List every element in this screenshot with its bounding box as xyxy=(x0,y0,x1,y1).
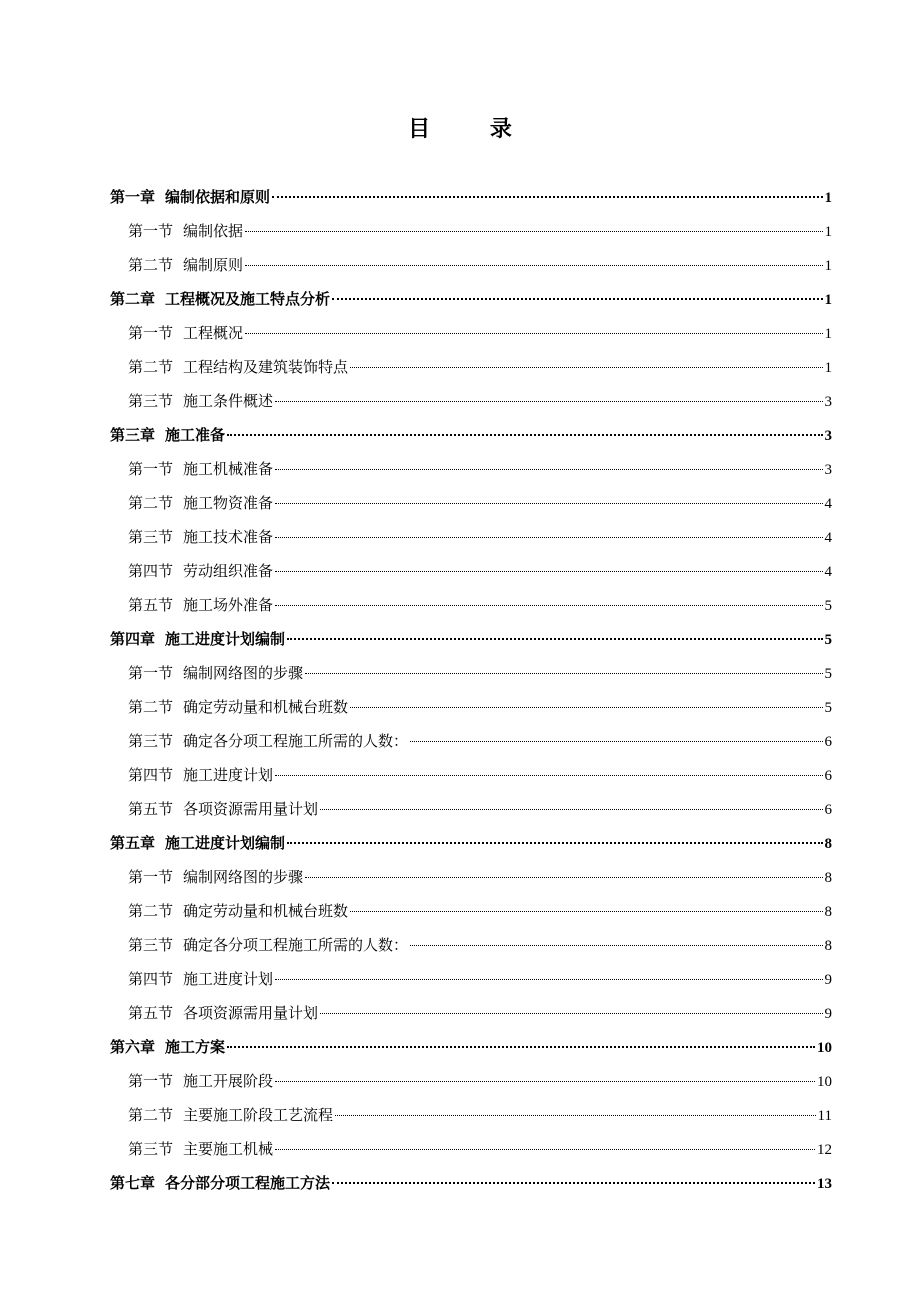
dot-leader xyxy=(350,706,822,708)
toc-section-entry[interactable] xyxy=(110,792,832,826)
dot-leader xyxy=(287,637,822,640)
toc-entry-label xyxy=(128,758,273,792)
toc-list xyxy=(110,180,832,1200)
toc-entry-number: 第三节 xyxy=(128,528,174,546)
toc-entry-label xyxy=(128,1064,273,1098)
toc-entry-page-number: 6 xyxy=(824,768,832,784)
toc-entry-page-number: 10 xyxy=(817,1074,832,1090)
toc-section-entry[interactable] xyxy=(110,384,832,418)
toc-entry-text: 编制网络图的步骤 xyxy=(183,868,304,886)
toc-entry-number: 第二章 xyxy=(110,290,156,308)
dot-leader xyxy=(350,910,822,912)
toc-entry-label xyxy=(128,520,273,554)
toc-entry-number: 第一节 xyxy=(128,664,174,682)
dot-leader xyxy=(245,264,822,266)
toc-section-entry[interactable] xyxy=(110,996,832,1030)
toc-entry-page-number: 1 xyxy=(824,258,832,274)
toc-entry-text: 施工进度计划编制 xyxy=(165,630,286,648)
toc-entry-page-number: 10 xyxy=(817,1040,832,1056)
toc-entry-text: 各分部分项工程施工方法 xyxy=(165,1174,331,1192)
toc-entry-label xyxy=(110,180,270,214)
dot-leader xyxy=(275,570,822,572)
toc-entry-page-number: 1 xyxy=(824,292,832,308)
toc-entry-label xyxy=(128,996,318,1030)
toc-entry-text: 各项资源需用量计划 xyxy=(183,800,319,818)
toc-entry-label xyxy=(128,1098,333,1132)
toc-entry-text: 施工技术准备 xyxy=(183,528,274,546)
toc-section-entry[interactable] xyxy=(110,350,832,384)
toc-entry-page-number: 1 xyxy=(824,190,832,206)
toc-entry-page-number: 9 xyxy=(824,972,832,988)
toc-entry-label xyxy=(110,282,330,316)
dot-leader xyxy=(275,502,822,504)
toc-entry-text: 确定劳动量和机械台班数 xyxy=(183,698,349,716)
toc-entry-number: 第一章 xyxy=(110,188,156,206)
toc-section-entry[interactable] xyxy=(110,1064,832,1098)
toc-entry-label xyxy=(110,622,285,656)
toc-entry-text: 主要施工机械 xyxy=(183,1140,274,1158)
toc-entry-label xyxy=(128,452,273,486)
dot-leader xyxy=(410,944,822,946)
toc-section-entry[interactable] xyxy=(110,486,832,520)
toc-entry-text: 编制网络图的步骤 xyxy=(183,664,304,682)
toc-entry-label xyxy=(128,384,273,418)
toc-section-entry[interactable] xyxy=(110,554,832,588)
dot-leader xyxy=(335,1114,816,1116)
toc-entry-label xyxy=(128,316,243,350)
toc-entry-page-number: 3 xyxy=(824,462,832,478)
toc-entry-number: 第三节 xyxy=(128,1140,174,1158)
toc-entry-page-number: 3 xyxy=(824,394,832,410)
toc-section-entry[interactable] xyxy=(110,656,832,690)
toc-entry-number: 第三节 xyxy=(128,732,174,750)
dot-leader xyxy=(275,978,822,980)
toc-section-entry[interactable] xyxy=(110,316,832,350)
toc-section-entry[interactable] xyxy=(110,928,832,962)
toc-entry-page-number: 4 xyxy=(824,496,832,512)
toc-entry-page-number: 8 xyxy=(824,904,832,920)
toc-section-entry[interactable] xyxy=(110,962,832,996)
toc-entry-number: 第五章 xyxy=(110,834,156,852)
toc-entry-text: 施工物资准备 xyxy=(183,494,274,512)
toc-section-entry[interactable] xyxy=(110,894,832,928)
dot-leader xyxy=(305,876,822,878)
toc-entry-number: 第四章 xyxy=(110,630,156,648)
toc-chapter-entry[interactable] xyxy=(110,622,832,656)
toc-section-entry[interactable] xyxy=(110,214,832,248)
toc-entry-page-number: 13 xyxy=(817,1176,832,1192)
toc-entry-text: 工程概况及施工特点分析 xyxy=(165,290,331,308)
toc-entry-number: 第一节 xyxy=(128,222,174,240)
dot-leader xyxy=(332,297,822,300)
toc-entry-text: 确定劳动量和机械台班数 xyxy=(183,902,349,920)
toc-section-entry[interactable] xyxy=(110,248,832,282)
toc-entry-text: 施工方案 xyxy=(165,1038,226,1056)
toc-entry-text: 工程结构及建筑装饰特点 xyxy=(183,358,349,376)
toc-entry-number: 第三节 xyxy=(128,392,174,410)
toc-entry-text: 劳动组织准备 xyxy=(183,562,274,580)
toc-chapter-entry[interactable] xyxy=(110,418,832,452)
dot-leader xyxy=(305,672,822,674)
toc-entry-page-number: 9 xyxy=(824,1006,832,1022)
toc-entry-number: 第七章 xyxy=(110,1174,156,1192)
toc-entry-text: 编制依据 xyxy=(183,222,244,240)
toc-entry-number: 第二节 xyxy=(128,902,174,920)
toc-section-entry[interactable] xyxy=(110,520,832,554)
dot-leader xyxy=(275,604,822,606)
toc-section-entry[interactable] xyxy=(110,588,832,622)
toc-entry-page-number: 5 xyxy=(824,632,832,648)
toc-chapter-entry[interactable] xyxy=(110,1166,832,1200)
toc-entry-page-number: 12 xyxy=(817,1142,832,1158)
toc-chapter-entry[interactable] xyxy=(110,282,832,316)
toc-entry-text: 确定各分项工程施工所需的人数： xyxy=(183,732,409,750)
toc-title: 目 录 xyxy=(408,117,538,142)
dot-leader xyxy=(350,366,822,368)
dot-leader xyxy=(320,1012,822,1014)
dot-leader xyxy=(287,841,822,844)
toc-entry-number: 第五节 xyxy=(128,1004,174,1022)
toc-entry-label xyxy=(110,1030,225,1064)
dot-leader xyxy=(272,195,822,198)
dot-leader xyxy=(320,808,822,810)
toc-entry-page-number: 1 xyxy=(824,360,832,376)
dot-leader xyxy=(275,468,822,470)
toc-entry-number: 第四节 xyxy=(128,766,174,784)
toc-section-entry[interactable] xyxy=(110,758,832,792)
toc-entry-text: 各项资源需用量计划 xyxy=(183,1004,319,1022)
toc-entry-page-number: 3 xyxy=(824,428,832,444)
toc-section-entry[interactable] xyxy=(110,860,832,894)
toc-entry-page-number: 5 xyxy=(824,700,832,716)
toc-entry-page-number: 1 xyxy=(824,224,832,240)
toc-entry-label xyxy=(128,656,303,690)
toc-entry-page-number: 8 xyxy=(824,870,832,886)
toc-entry-number: 第二节 xyxy=(128,494,174,512)
toc-entry-page-number: 6 xyxy=(824,802,832,818)
toc-entry-text: 施工进度计划编制 xyxy=(165,834,286,852)
toc-chapter-entry[interactable] xyxy=(110,180,832,214)
toc-entry-text: 主要施工阶段工艺流程 xyxy=(183,1106,334,1124)
dot-leader xyxy=(275,1080,815,1082)
toc-entry-text: 工程概况 xyxy=(183,324,244,342)
toc-entry-label xyxy=(128,1132,273,1166)
toc-entry-text: 施工准备 xyxy=(165,426,226,444)
toc-section-entry[interactable] xyxy=(110,690,832,724)
toc-entry-text: 编制依据和原则 xyxy=(165,188,271,206)
toc-entry-label xyxy=(128,588,273,622)
toc-section-entry[interactable] xyxy=(110,724,832,758)
dot-leader xyxy=(275,536,822,538)
dot-leader xyxy=(332,1181,815,1184)
toc-entry-number: 第二节 xyxy=(128,256,174,274)
toc-entry-label xyxy=(128,962,273,996)
toc-entry-text: 施工机械准备 xyxy=(183,460,274,478)
toc-entry-text: 施工进度计划 xyxy=(183,970,274,988)
toc-entry-label xyxy=(128,554,273,588)
dot-leader xyxy=(275,400,822,402)
toc-entry-label xyxy=(110,1166,330,1200)
toc-entry-page-number: 8 xyxy=(824,836,832,852)
toc-entry-text: 施工场外准备 xyxy=(183,596,274,614)
toc-entry-number: 第六章 xyxy=(110,1038,156,1056)
toc-entry-page-number: 4 xyxy=(824,530,832,546)
toc-entry-page-number: 5 xyxy=(824,666,832,682)
dot-leader xyxy=(275,1148,815,1150)
dot-leader xyxy=(245,332,822,334)
dot-leader xyxy=(410,740,822,742)
toc-entry-number: 第三章 xyxy=(110,426,156,444)
dot-leader xyxy=(245,230,822,232)
toc-entry-number: 第五节 xyxy=(128,596,174,614)
toc-entry-page-number: 1 xyxy=(824,326,832,342)
toc-entry-label xyxy=(128,486,273,520)
toc-entry-text: 施工进度计划 xyxy=(183,766,274,784)
toc-entry-label xyxy=(128,690,348,724)
toc-entry-number: 第一节 xyxy=(128,324,174,342)
toc-entry-page-number: 6 xyxy=(824,734,832,750)
toc-entry-label xyxy=(128,894,348,928)
toc-entry-label xyxy=(128,214,243,248)
toc-entry-page-number: 8 xyxy=(824,938,832,954)
toc-entry-number: 第一节 xyxy=(128,460,174,478)
dot-leader xyxy=(227,1045,815,1048)
toc-entry-text: 施工条件概述 xyxy=(183,392,274,410)
toc-entry-page-number: 5 xyxy=(824,598,832,614)
toc-entry-text: 施工开展阶段 xyxy=(183,1072,274,1090)
toc-entry-text: 确定各分项工程施工所需的人数： xyxy=(183,936,409,954)
toc-entry-number: 第四节 xyxy=(128,562,174,580)
toc-entry-label xyxy=(128,860,303,894)
toc-entry-label xyxy=(128,928,408,962)
toc-entry-number: 第五节 xyxy=(128,800,174,818)
toc-entry-number: 第二节 xyxy=(128,1106,174,1124)
toc-section-entry[interactable] xyxy=(110,452,832,486)
toc-entry-label xyxy=(110,418,225,452)
toc-entry-label xyxy=(110,826,285,860)
toc-chapter-entry[interactable] xyxy=(110,1030,832,1064)
toc-entry-page-number: 11 xyxy=(817,1108,832,1124)
toc-entry-text: 编制原则 xyxy=(183,256,244,274)
toc-chapter-entry[interactable] xyxy=(110,826,832,860)
toc-entry-label xyxy=(128,248,243,282)
toc-entry-number: 第二节 xyxy=(128,358,174,376)
toc-entry-label xyxy=(128,724,408,758)
toc-entry-page-number: 4 xyxy=(824,564,832,580)
toc-entry-number: 第四节 xyxy=(128,970,174,988)
dot-leader xyxy=(275,774,822,776)
toc-entry-label xyxy=(128,792,318,826)
toc-entry-number: 第一节 xyxy=(128,1072,174,1090)
toc-section-entry[interactable] xyxy=(110,1098,832,1132)
toc-entry-number: 第二节 xyxy=(128,698,174,716)
toc-entry-number: 第三节 xyxy=(128,936,174,954)
toc-section-entry[interactable] xyxy=(110,1132,832,1166)
dot-leader xyxy=(227,433,822,436)
toc-entry-number: 第一节 xyxy=(128,868,174,886)
toc-entry-label xyxy=(128,350,348,384)
